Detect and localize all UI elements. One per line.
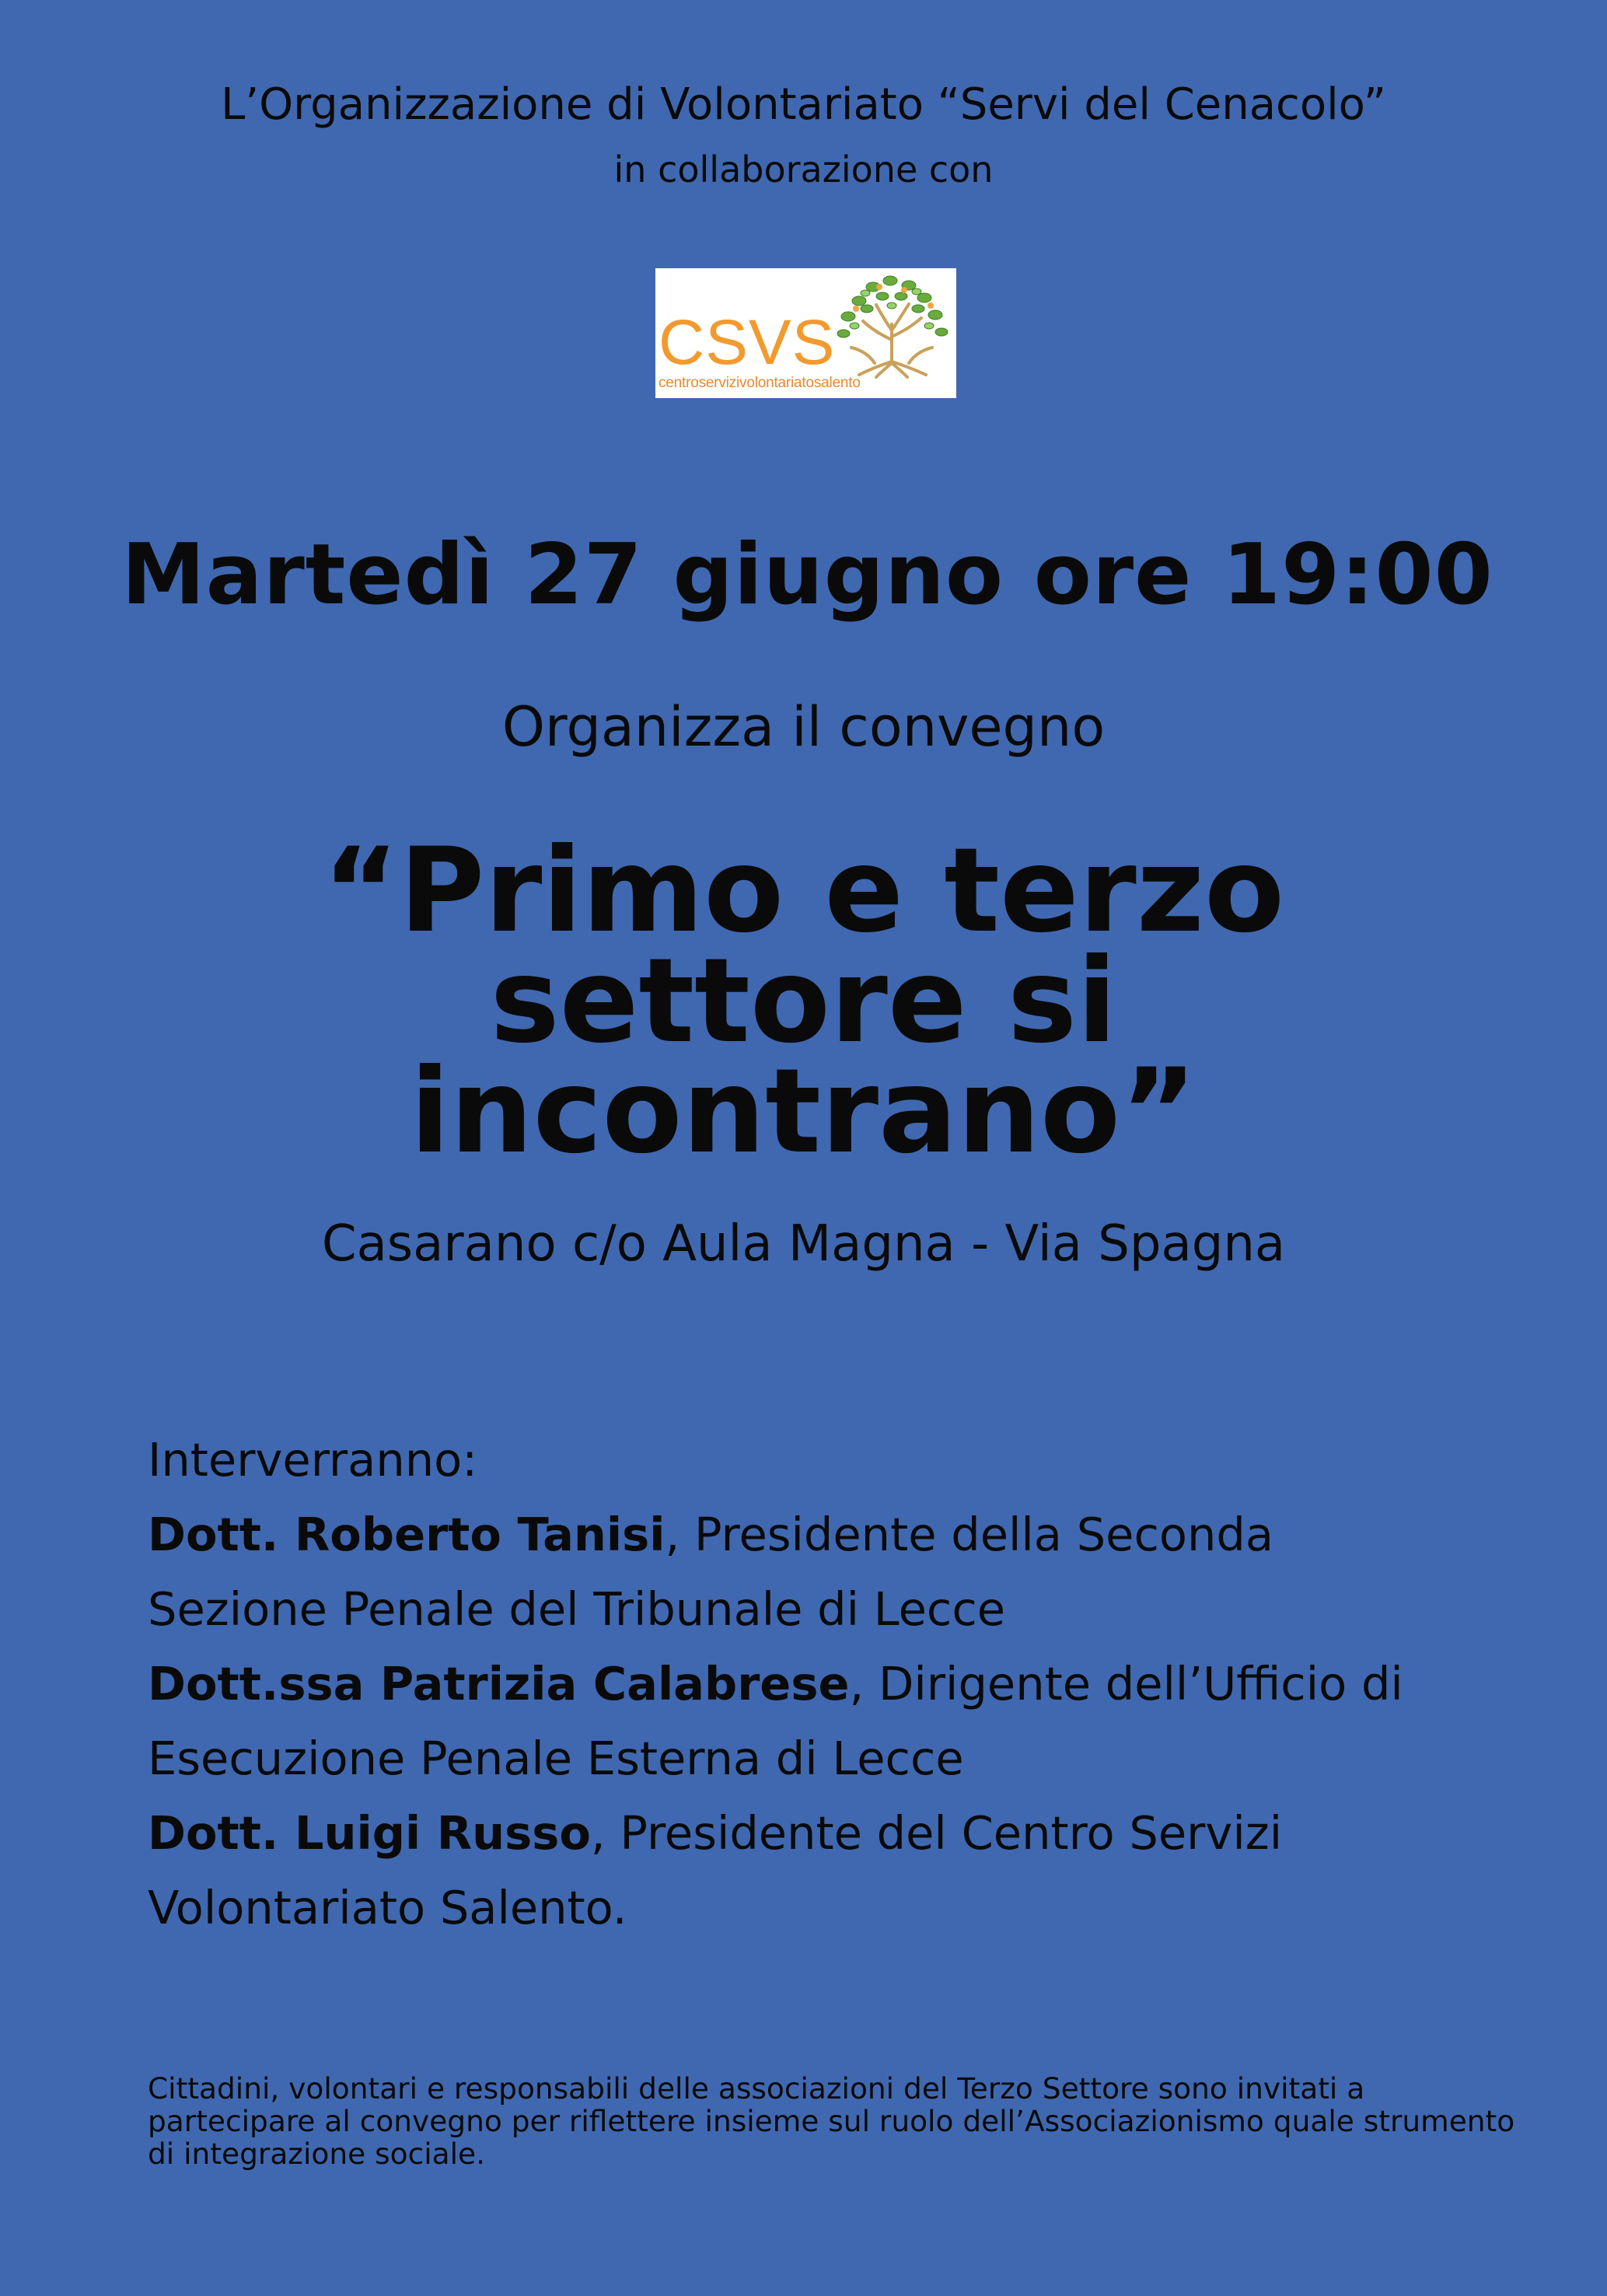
- speaker-role-continued: Esecuzione Penale Esterna di Lecce: [148, 1732, 964, 1785]
- collaboration-line: in collaborazione con: [613, 149, 994, 190]
- speakers-heading: Interverranno:: [148, 1433, 478, 1487]
- speaker-role: , Dirigente dell’Ufficio di: [849, 1657, 1403, 1711]
- event-title-line: settore si: [490, 934, 1117, 1069]
- event-intro: Organizza il convegno: [501, 695, 1106, 759]
- csvs-logo: [655, 268, 956, 398]
- speaker-entry: [148, 1647, 1547, 1721]
- logo-tagline: centroservizivolontariatosalento: [659, 375, 861, 391]
- organizer-line: L’Organizzazione di Volontariato “Servi del Cenacolo”: [221, 79, 1386, 130]
- speaker-entry: [148, 1497, 1547, 1572]
- invitation-note: Cittadini, volontari e responsabili delle associazioni del Terzo Settore sono invitati a partecipare al convegno per riflettere insieme sul ruolo dell’Associazionismo quale strumento di integrazione sociale.: [148, 2071, 1515, 2171]
- speaker-name: Dott. Roberto Tanisi: [148, 1508, 666, 1561]
- speaker-role-continued: Volontariato Salento.: [148, 1881, 627, 1934]
- logo-letters: CSVS: [659, 307, 836, 378]
- speakers-section: [148, 1423, 1547, 1945]
- tree-icon: [828, 270, 956, 379]
- event-title: [0, 823, 1607, 1179]
- speaker-entry: [148, 1796, 1547, 1871]
- speaker-role: , Presidente della Seconda: [665, 1508, 1273, 1561]
- event-title-line: incontrano”: [410, 1044, 1197, 1179]
- event-venue: Casarano c/o Aula Magna - Via Spagna: [321, 1215, 1286, 1273]
- speaker-name: Dott.ssa Patrizia Calabrese: [148, 1657, 850, 1711]
- speaker-role-continued: Sezione Penale del Tribunale di Lecce: [148, 1582, 1006, 1636]
- speaker-name: Dott. Luigi Russo: [148, 1806, 591, 1860]
- event-title-line: “Primo e terzo: [322, 823, 1285, 959]
- speaker-role: , Presidente del Centro Servizi: [590, 1806, 1283, 1860]
- event-date-time: Martedì 27 giugno ore 19:00: [121, 526, 1493, 624]
